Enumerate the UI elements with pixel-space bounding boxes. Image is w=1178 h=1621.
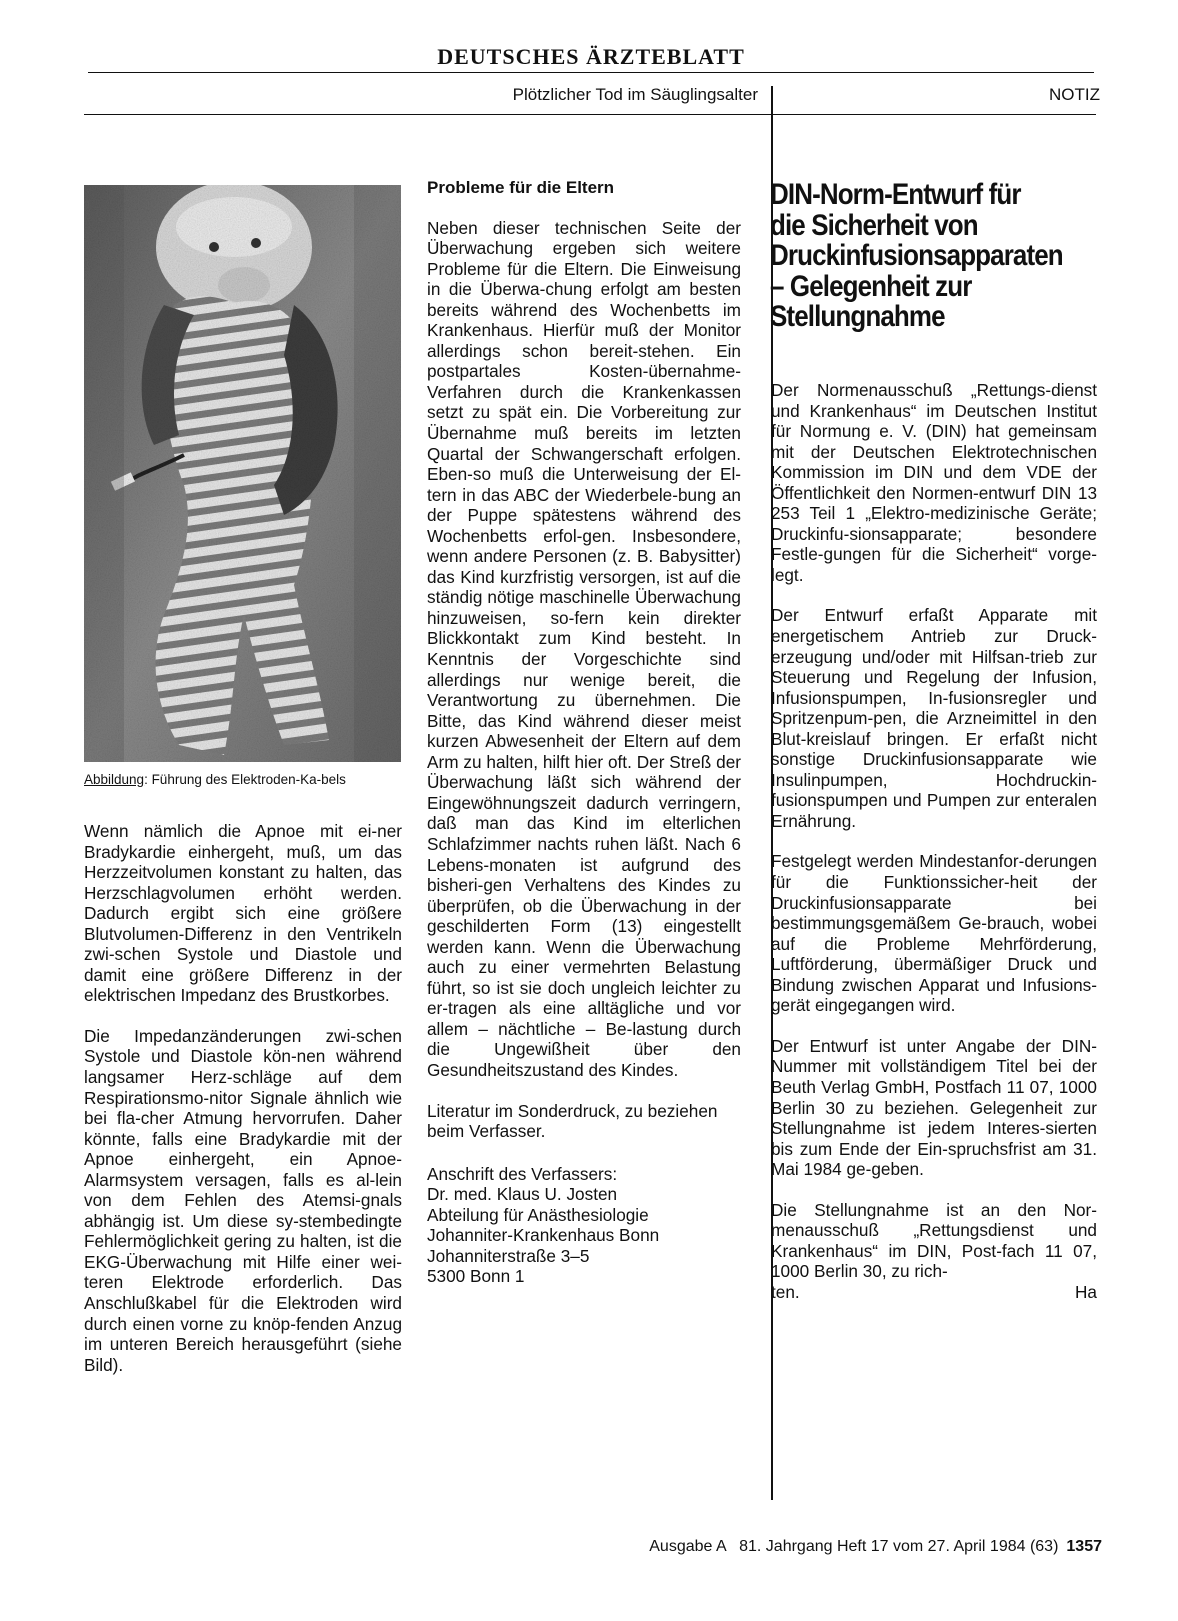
closing-line bbox=[771, 1282, 1097, 1303]
closing-word: ten. bbox=[771, 1281, 800, 1302]
section-label-notiz: NOTIZ bbox=[1049, 85, 1100, 104]
paragraph: Der Normenausschuß „Rettungs-dienst und Krankenhaus“ im Deutschen Institut für Normung e. V. (DIN) hat gemeinsam mit der Deutschen Elektrotechnischen Kommission im DIN und dem VDE der Öffentlichkeit den Normen-entwurf DIN 13 253 Teil 1 „Elektro-medizinische Geräte; Druckinfu-sionsapparate; besondere Festle-gungen für die Sicherheit“ vorge-legt. bbox=[771, 380, 1097, 585]
paragraph: Die Impedanzänderungen zwi-schen Systole und Diastole kön-nen während langsamer Herz-schläge auf dem Respirationsmo-nitor Signale ähnlich wie bei fla-cher Atmung hervorrufen. Daher könnte, falls eine Bradykardie mit der Apnoe einhergeht, ein Apnoe-Alarmsystem versagen, falls es al-lein von dem Fehlen des Atemsi-gnals abhängig ist. Um diese sy-stembedingte Fehlermöglichkeit gering zu halten, ist die EKG-Überwachung mit Hilfe einer wei-teren Elektrode erforderlich. Das Anschlußkabel für die Elektroden wird durch einen vorne zu knöp-fenden Anzug im unteren Bereich herausgeführt (siehe Bild). bbox=[84, 1025, 402, 1375]
paragraph: Festgelegt werden Mindestanfor-derungen für die Funktionssicher-heit der Druckinfusionsapparate bei bestimmungsgemäßem Ge-brauch, wobei auf die Probleme Mehrförderung, Luftförderung, übermäßiger Druck und Bindung zwischen Apparat und Infusions-gerät eingegangen wird. bbox=[771, 851, 1097, 1016]
left-column bbox=[84, 821, 402, 1395]
paragraph: Die Stellungnahme ist an den Nor-menausschuß „Rettungsdienst und Krankenhaus“ im DIN, Post-fach 11 07, 1000 Berlin 30, zu rich- bbox=[771, 1199, 1097, 1282]
paragraph: Wenn nämlich die Apnoe mit ei-ner Bradykardie einhergeht, muß, um das Herzzeitvolumen konstant zu halten, das Herzschlagvolumen erhöht werden. Dadurch ergibt sich eine größere Blutvolumen-Differenz in den Ventrikeln zwi-schen Systole und Diastole und damit eine größere Differenz in der elektrischen Impedanz des Brustkorbes. bbox=[84, 821, 402, 1006]
literature-note: Literatur im Sonderdruck, zu beziehen beim Verfasser. bbox=[427, 1100, 718, 1142]
section-rubric: Plötzlicher Tod im Säuglingsalter bbox=[512, 85, 758, 104]
baby-photo bbox=[84, 185, 401, 762]
paragraph: Der Entwurf erfaßt Apparate mit energetischem Antrieb zur Druck-erzeugung und/oder mit Hilfsan-trieb zur Steuerung und Regelung der Infusion, Infusionspumpen, In-fusionsregler und Spritzenpum-pen, die Arzneimittel in den Blut-kreislauf bringen. Er erfaßt nicht sonstige Druckinfusionsapparate wie Insulinpumpen, Hochdruckin-fusionspumpen und Pumpen zur enteralen Ernährung. bbox=[771, 605, 1097, 831]
page-footer bbox=[450, 1538, 1102, 1556]
figure-caption bbox=[84, 771, 402, 789]
paragraph: Neben dieser technischen Seite der Überwachung ergeben sich weitere Probleme für die Eltern. Die Einweisung in die Überwa-chung erfolgt am besten bereits während des Wochenbetts im Krankenhaus. Hierfür muß der Monitor allerdings schon bereit-stehen. Ein postpartales Kosten-übernahme-Verfahren durch die Krankenkassen setzt zu spät ein. Die Vorbereitung zur Übernahme muß bereits im letzten Quartal der Schwangerschaft erfolgen. Eben-so muß die Unterweisung der El-tern in das ABC der Wiederbele-bung an der Puppe spätestens während des Wochenbetts erfol-gen. Insbesondere, wenn andere Personen (z. B. Babysitter) das Kind kurzfristig versorgen, ist auf die ständig nötige maschinelle Überwachung hinzuweisen, so-fern kein direkter Blickkontakt zum Kind besteht. In Kenntnis der Vorgeschichte sind allerdings nur wenige bereit, die Verantwortung zu übernehmen. Die Bitte, das Kind während dieser meist kurzen Abwesenheit der Eltern auf dem Arm zu halten, hilft hier oft. Der Streß der Überwachung läßt sich während der Eingewöhnungszeit dadurch verringern, daß man das Kind im elterlichen Schlafzimmer nachts ruhen läßt. Nach 6 Lebens-monaten ist aufgrund des bisheri-gen Verhaltens des Kindes zu überprüfen, ob die Überwachung in der geschilderten Form (13) eingestellt werden kann. Wenn die Überwachung auch zu einer vermehrten Belastung führt, so ist sie doch ungleich leichter zu er-tragen als eine alltägliche und vor allem – nächtliche – Be-lastung durch die Ungewißheit über den Gesundheitszustand des Kindes. bbox=[427, 217, 741, 1080]
issue-info: Ausgabe A 81. Jahrgang Heft 17 vom 27. April 1984 (63) bbox=[649, 1538, 1059, 1555]
header-rule bbox=[84, 114, 1096, 115]
right-column bbox=[771, 380, 1097, 1302]
caption-label: Abbildung bbox=[84, 772, 145, 787]
article-headline: DIN-Norm-Entwurf für die Sicherheit von Druckinfusionsapparaten – Gelegenheit zur Stellungnahme bbox=[770, 178, 1063, 333]
paragraph: Der Entwurf ist unter Angabe der DIN-Nummer mit vollständigem Titel bei der Beuth Verlag GmbH, Postfach 11 07, 1000 Berlin 30 zu beziehen. Gelegenheit zur Stellungnahme ist jedem Interes-sierten bis zum Ende der Ein-spruchsfrist am 31. Mai 1984 ge-geben. bbox=[771, 1035, 1097, 1180]
page-number: 1357 bbox=[1066, 1538, 1102, 1555]
author-address: Anschrift des Verfassers: Dr. med. Klaus U. Josten Abteilung für Anästhesiologie Johanniter-Krankenhaus Bonn Johanniterstraße 3–5 5300 Bonn 1 bbox=[427, 1163, 660, 1287]
caption-text: : Führung des Elektroden-Ka-bels bbox=[144, 772, 346, 787]
masthead-rule bbox=[88, 72, 1094, 73]
author-signature: Ha bbox=[1075, 1281, 1097, 1302]
section-heading: Probleme für die Eltern bbox=[427, 178, 615, 197]
middle-column bbox=[427, 178, 741, 1309]
masthead: DEUTSCHES ÄRZTEBLATT bbox=[437, 44, 745, 69]
